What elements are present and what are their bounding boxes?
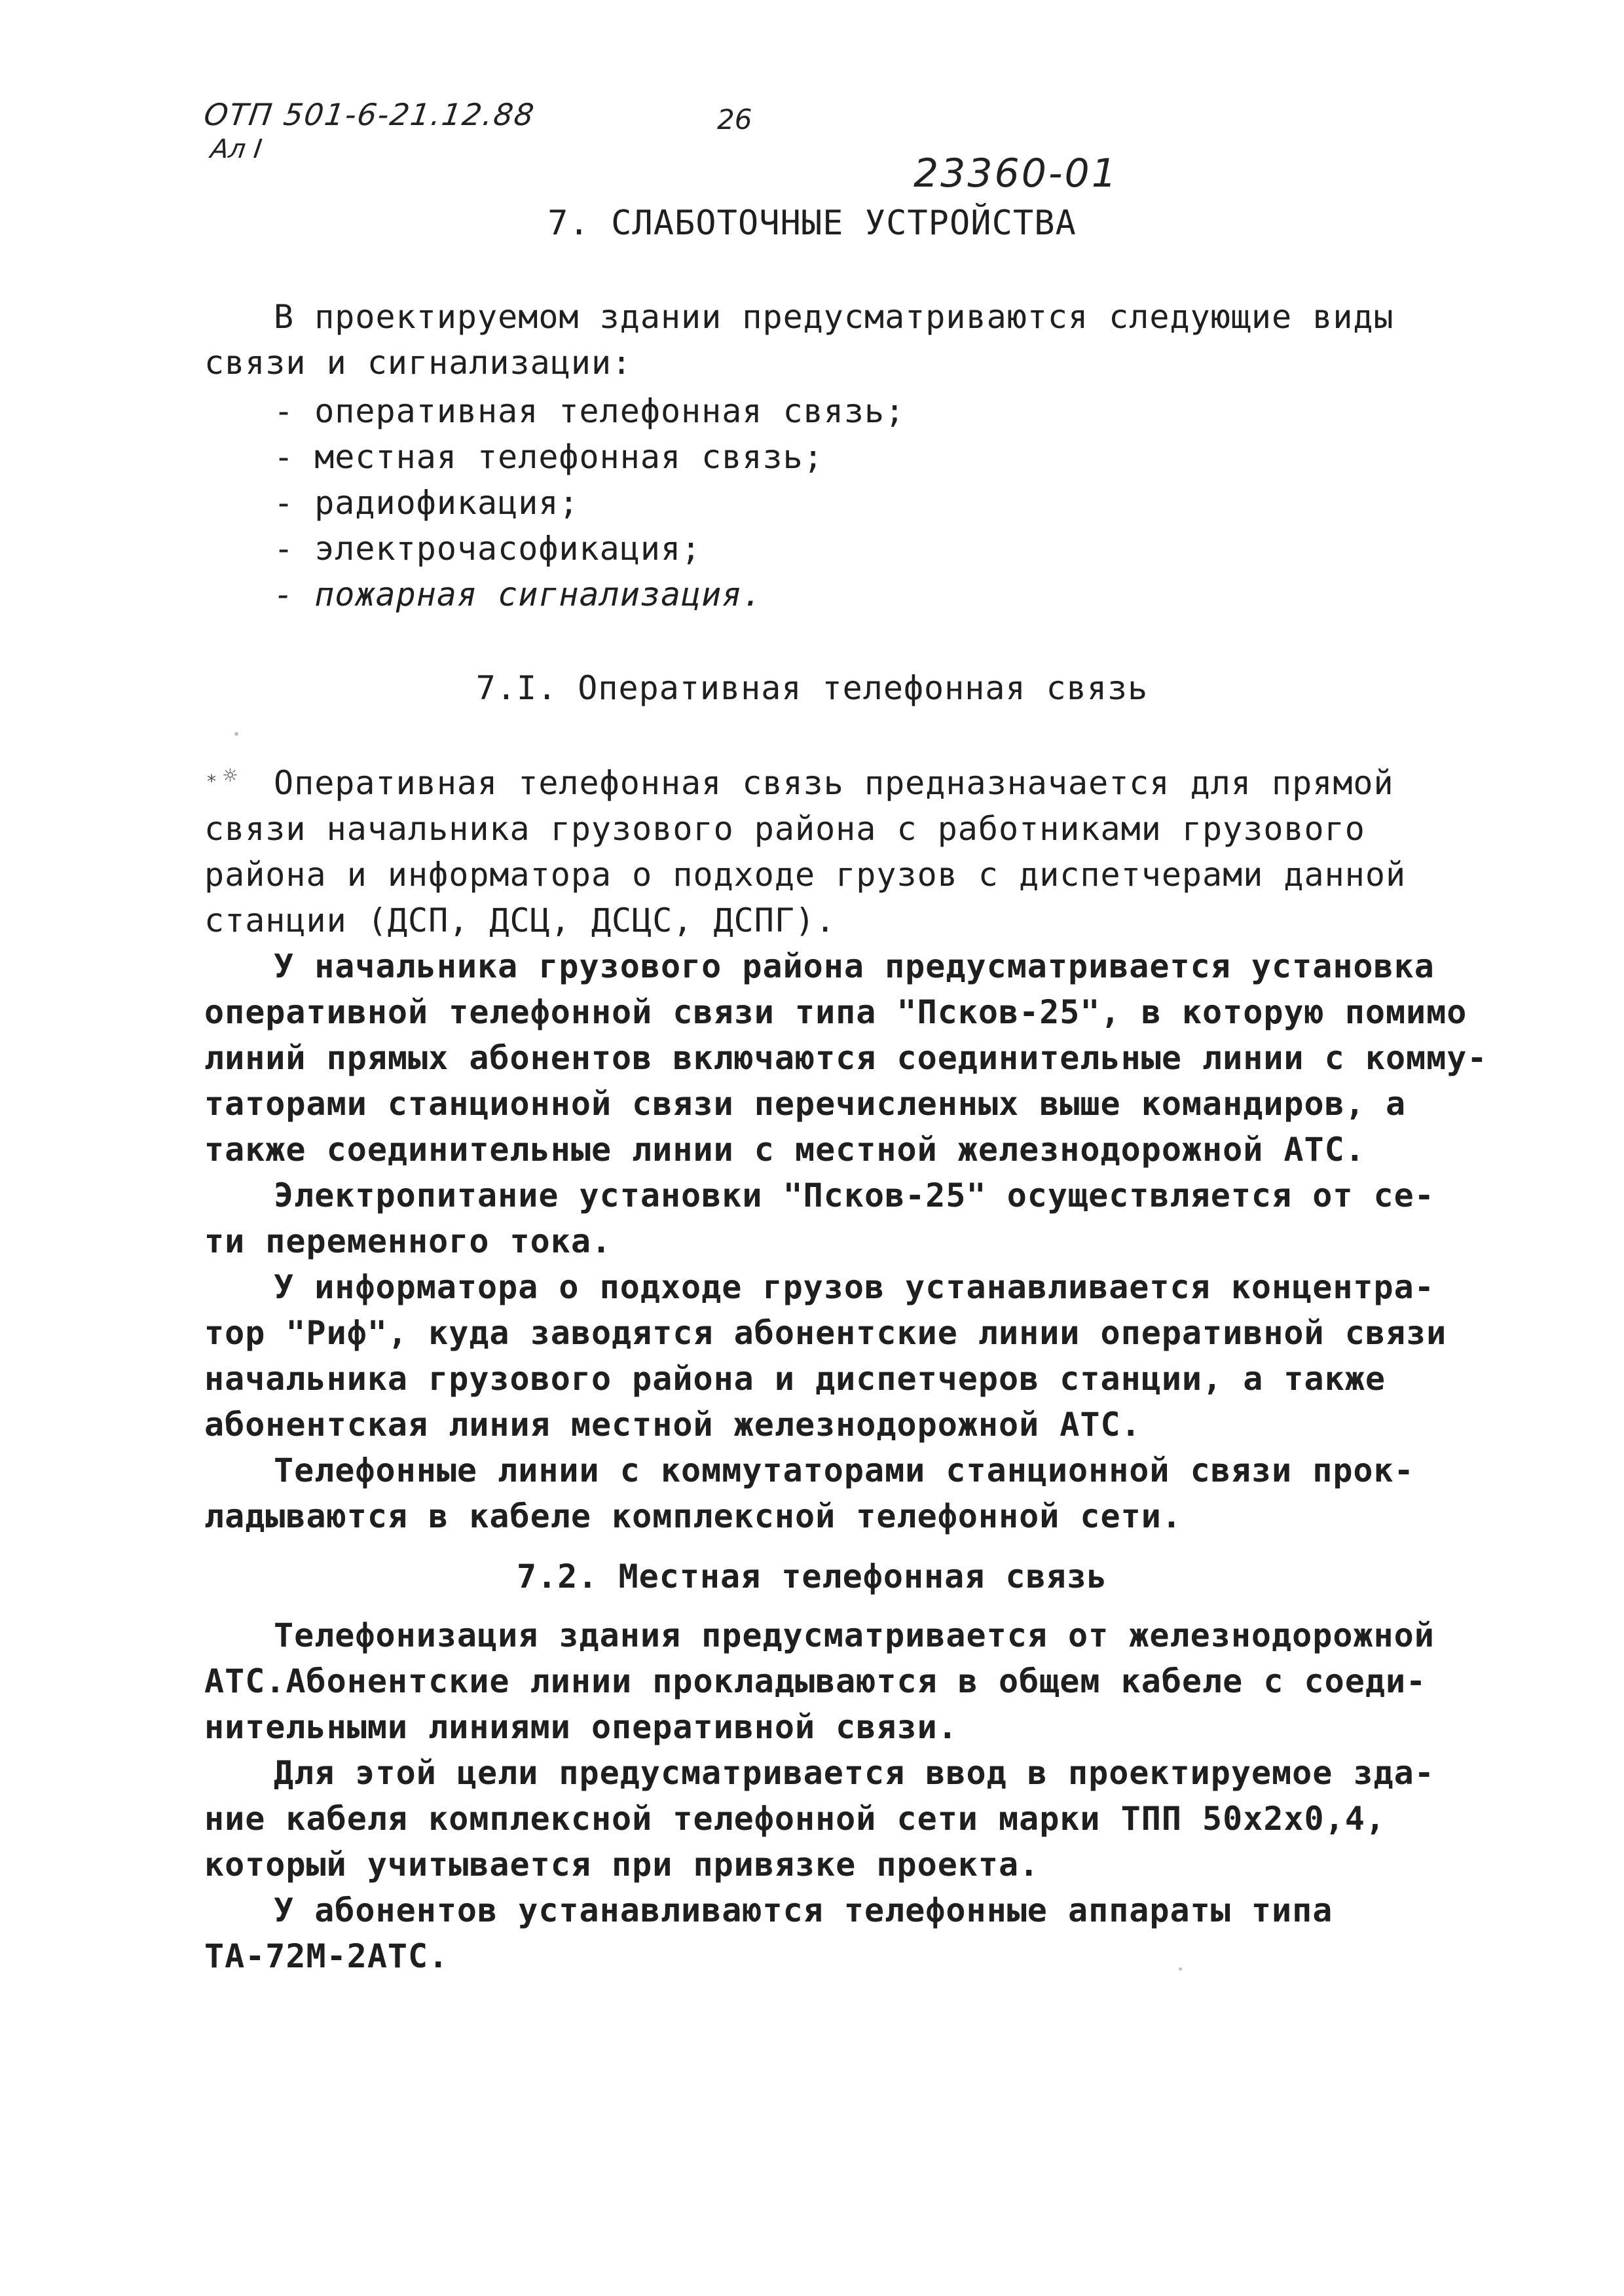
paragraph-line: Электропитание установки "Псков-25" осуществляется от се-: [274, 1176, 1435, 1214]
list-item: - оперативная телефонная связь;: [274, 392, 906, 430]
paragraph-line: У абонентов устанавливаются телефонные аппараты типа: [274, 1891, 1333, 1929]
paragraph-line: У начальника грузового района предусматривается установка: [274, 947, 1435, 985]
paragraph-line: тор "Риф", куда заводятся абонентские линии оперативной связи: [204, 1314, 1447, 1352]
scan-mark: ⁎ ☼: [207, 765, 239, 786]
paragraph-line: связи начальника грузового района с работниками грузового: [204, 810, 1365, 848]
paragraph-line: ТА-72М-2АТС.: [204, 1937, 449, 1975]
paragraph-line: района и информатора о подходе грузов с диспетчерами данной: [204, 856, 1407, 894]
paragraph-line: который учитывается при привязке проекта.: [204, 1846, 1040, 1884]
intro-line: В проектируемом здании предусматриваются следующие виды: [274, 298, 1394, 336]
subsection-title-7-1: 7.I. Оперативная телефонная связь: [475, 669, 1149, 707]
paragraph-line: Телефонные линии с коммутаторами станционной связи прок-: [274, 1451, 1414, 1489]
page-number: 26: [717, 103, 752, 136]
doc-code-handwritten: ОТП 501-6-21.12.88: [202, 97, 538, 132]
paragraph-line: У информатора о подходе грузов устанавливается концентра-: [274, 1268, 1435, 1306]
subsection-title-7-2: 7.2. Местная телефонная связь: [517, 1558, 1107, 1595]
list-item: - пожарная сигнализация.: [274, 575, 763, 613]
paragraph-line: начальника грузового района и диспетчеров станции, а также: [204, 1360, 1386, 1398]
paragraph-line: ние кабеля комплексной телефонной сети марки ТПП 50х2х0,4,: [204, 1800, 1386, 1838]
paragraph-line: линий прямых абонентов включаются соединительные линии с комму-: [204, 1039, 1488, 1077]
paragraph-line: ти переменного тока.: [204, 1222, 612, 1260]
paragraph-line: нительными линиями оперативной связи.: [204, 1708, 958, 1746]
paragraph-line: оперативной телефонной связи типа "Псков-25", в которую помимо: [204, 993, 1467, 1031]
list-item: - электрочасофикация;: [274, 530, 702, 568]
list-item: - радиофикация;: [274, 484, 580, 522]
paragraph-line: также соединительные линии с местной железнодорожной АТС.: [204, 1131, 1365, 1169]
paragraph-line: Для этой цели предусматривается ввод в проектируемое зда-: [274, 1754, 1435, 1792]
list-item: - местная телефонная связь;: [274, 438, 824, 476]
intro-line: связи и сигнализации:: [204, 344, 633, 382]
paragraph-line: станции (ДСП, ДСЦ, ДСЦС, ДСПГ).: [204, 902, 836, 939]
paragraph-line: ладываются в кабеле комплексной телефонной сети.: [204, 1497, 1182, 1535]
paragraph-line: Оперативная телефонная связь предназначается для прямой: [274, 764, 1394, 802]
doc-sub-handwritten: Ал I: [208, 134, 264, 164]
reference-number: 23360-01: [913, 151, 1118, 196]
paragraph-line: АТС.Абонентские линии прокладываются в общем кабеле с соеди-: [204, 1662, 1427, 1700]
paragraph-line: таторами станционной связи перечисленных выше командиров, а: [204, 1085, 1407, 1123]
paragraph-line: Телефонизация здания предусматривается от железнодорожной: [274, 1616, 1435, 1654]
scan-speck: [234, 732, 238, 736]
section-title: 7. СЛАБОТОЧНЫЕ УСТРОЙСТВА: [547, 204, 1077, 243]
scan-speck: [1179, 1967, 1182, 1971]
paragraph-line: абонентская линия местной железнодорожной АТС.: [204, 1406, 1141, 1444]
